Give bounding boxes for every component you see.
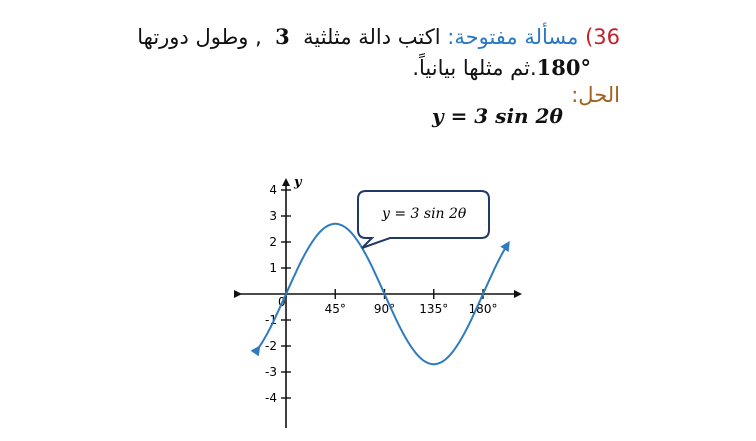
- question-text-part2: , وطول دورتها: [137, 25, 262, 49]
- y-tick-label: -4: [265, 391, 277, 405]
- x-ticks: [325, 289, 498, 316]
- question-number: 36): [585, 25, 620, 49]
- question-label: مسألة مفتوحة:: [447, 25, 579, 49]
- y-tick-label: -3: [265, 365, 277, 379]
- question-text-part3: .ثم مثلها بيانياً.: [412, 56, 537, 80]
- x-tick-label: 135°: [419, 302, 449, 316]
- callout-text: y = 3 sin 2θ: [382, 206, 467, 222]
- y-tick-label: -1: [265, 313, 277, 327]
- y-tick-label: 2: [269, 235, 277, 249]
- solution-label: الحل:: [571, 83, 620, 107]
- x-tick-label: 180°: [468, 302, 498, 316]
- origin-label: 0: [278, 295, 286, 309]
- y-tick-label: 1: [269, 261, 277, 275]
- solution-formula: y = 3 sin 2θ: [432, 104, 563, 128]
- x-tick-label: 90°: [373, 302, 396, 316]
- question-period: 180°: [536, 55, 591, 80]
- y-tick-label: 3: [269, 209, 277, 223]
- y-axis-label: y: [294, 175, 302, 190]
- question-amplitude: 3: [275, 24, 290, 49]
- y-tick-label: 4: [269, 183, 277, 197]
- question-text-part1: اكتب دالة مثلثية: [303, 25, 441, 49]
- x-tick-label: 45°: [324, 302, 346, 316]
- y-tick-label: -2: [265, 339, 277, 353]
